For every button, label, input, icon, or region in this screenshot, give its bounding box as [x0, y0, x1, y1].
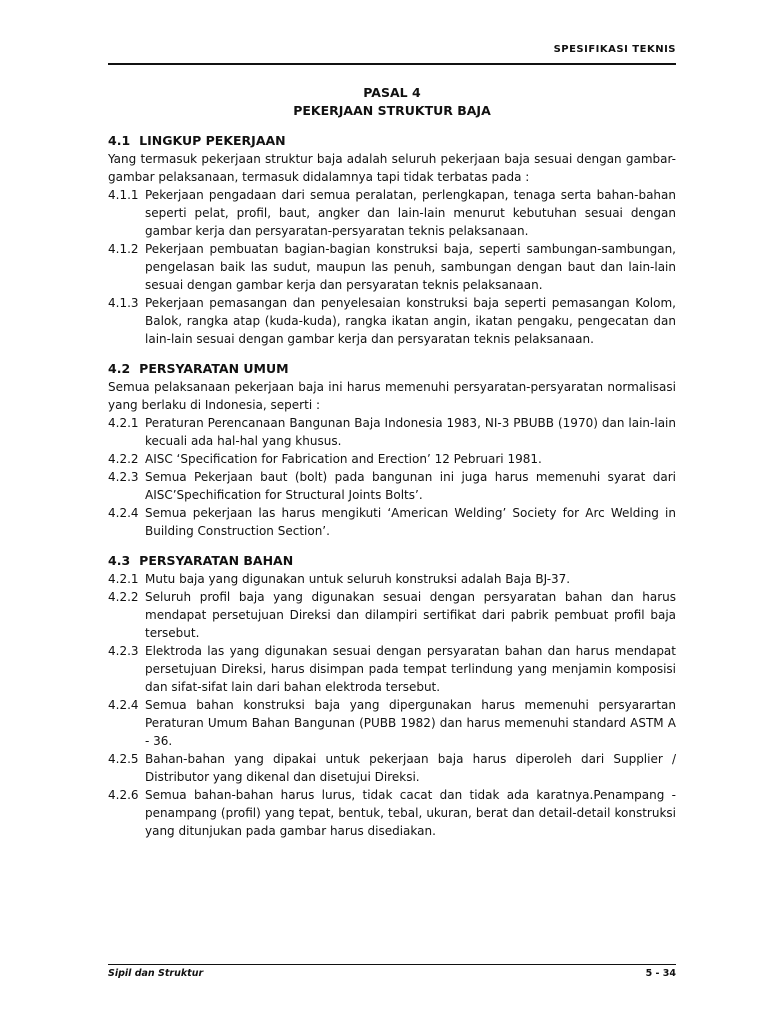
- item-text: Pekerjaan pemasangan dan penyelesaian konstruksi baja seperti pemasangan Kolom, Balok, rangka atap (kuda-kuda), rangka ikatan angin, ikatan pengaku, pengecatan dan lain-lain sesuai dengan gambar kerja dan persyaratan teknis pelaksanaan.: [145, 296, 676, 346]
- section: [108, 552, 676, 840]
- section: [108, 132, 676, 348]
- item-number: 4.2.2: [108, 452, 139, 466]
- item-text: Semua bahan konstruksi baja yang dipergunakan harus memenuhi persyarartan Peraturan Umum Bahan Bangunan (PUBB 1982) dan harus memenuhi standard ASTM A - 36.: [145, 698, 676, 748]
- item-text: Mutu baja yang digunakan untuk seluruh konstruksi adalah Baja BJ-37.: [145, 572, 571, 586]
- section-number: 4.2: [108, 361, 131, 376]
- item-text: Peraturan Perencanaan Bangunan Baja Indonesia 1983, NI-3 PBUBB (1970) dan lain-lain kecuali ada hal-hal yang khusus.: [145, 416, 676, 448]
- footer-rule: [108, 964, 676, 965]
- section-number: 4.3: [108, 553, 131, 568]
- list-item: [108, 588, 676, 642]
- list-item: [108, 294, 676, 348]
- item-text: Elektroda las yang digunakan sesuai dengan persyaratan bahan dan harus mendapat persetujuan Direksi, harus disimpan pada tempat terlindung yang menjamin komposisi dan sifat-sifat lain dari bahan elektroda tersebut.: [145, 644, 676, 694]
- item-number: 4.1.3: [108, 296, 139, 310]
- section-intro: Yang termasuk pekerjaan struktur baja adalah seluruh pekerjaan baja sesuai dengan gambar-gambar pelaksanaan, termasuk didalamnya tapi tidak terbatas pada :: [108, 152, 676, 184]
- section: [108, 360, 676, 540]
- sections-container: [108, 132, 676, 840]
- section-title: [108, 132, 676, 150]
- document-body: [108, 84, 676, 840]
- item-text: Semua Pekerjaan baut (bolt) pada bangunan ini juga harus memenuhi syarat dari AISC’Spechification for Structural Joints Bolts’.: [145, 470, 676, 502]
- header-title: SPESIFIKASI TEKNIS: [553, 44, 676, 55]
- item-number: 4.2.6: [108, 788, 139, 802]
- item-number: 4.2.4: [108, 698, 139, 712]
- header-rule: [108, 63, 676, 65]
- list-item: [108, 504, 676, 540]
- footer-left: Sipil dan Struktur: [108, 968, 204, 979]
- section-title-text: LINGKUP PEKERJAAN: [139, 133, 286, 148]
- item-text: Pekerjaan pembuatan bagian-bagian konstruksi baja, seperti sambungan-sambungan, pengelasan baik las sudut, maupun las penuh, sambungan dengan baut dan lain-lain sesuai dengan gambar kerja dan persyaratan teknis pelaksanaan.: [145, 242, 676, 292]
- list-item: [108, 696, 676, 750]
- item-text: Pekerjaan pengadaan dari semua peralatan, perlengkapan, tenaga serta bahan-bahan seperti pelat, profil, baut, angker dan lain-lain menurut kebutuhan sesuai dengan gambar kerja dan persyaratan-persyaratan teknis pelaksanaan.: [145, 188, 676, 238]
- list-item: [108, 450, 676, 468]
- item-number: 4.2.1: [108, 572, 139, 586]
- chapter-heading: [108, 84, 676, 120]
- list-item: [108, 186, 676, 240]
- section-title: [108, 552, 676, 570]
- list-item: [108, 414, 676, 450]
- list-item: [108, 240, 676, 294]
- item-number: 4.2.3: [108, 470, 139, 484]
- item-number: 4.2.2: [108, 590, 139, 604]
- section-number: 4.1: [108, 133, 131, 148]
- item-number: 4.1.1: [108, 188, 139, 202]
- item-number: 4.2.1: [108, 416, 139, 430]
- section-title-text: PERSYARATAN BAHAN: [139, 553, 294, 568]
- item-text: Semua bahan-bahan harus lurus, tidak cacat dan tidak ada karatnya.Penampang - penampang (profil) yang tepat, bentuk, tebal, ukuran, berat dan detail-detail konstruksi yang ditunjukan pada gambar harus disediakan.: [145, 788, 676, 838]
- item-text: AISC ‘Specification for Fabrication and Erection’ 12 Pebruari 1981.: [145, 452, 542, 466]
- page-number: 5 - 34: [645, 968, 676, 979]
- section-intro: Semua pelaksanaan pekerjaan baja ini harus memenuhi persyaratan-persyaratan normalisasi yang berlaku di Indonesia, seperti :: [108, 380, 676, 412]
- chapter-title: PEKERJAAN STRUKTUR BAJA: [293, 103, 491, 118]
- item-number: 4.2.4: [108, 506, 139, 520]
- section-title: [108, 360, 676, 378]
- list-item: [108, 570, 676, 588]
- item-number: 4.2.5: [108, 752, 139, 766]
- item-text: Semua pekerjaan las harus mengikuti ‘American Welding’ Society for Arc Welding in Building Construction Section’.: [145, 506, 676, 538]
- item-text: Seluruh profil baja yang digunakan sesuai dengan persyaratan bahan dan harus mendapat persetujuan Direksi dan dilampiri sertifikat dari pabrik pembuat profil baja tersebut.: [145, 590, 676, 640]
- list-item: [108, 642, 676, 696]
- section-title-text: PERSYARATAN UMUM: [139, 361, 289, 376]
- chapter-label: PASAL 4: [363, 85, 421, 100]
- list-item: [108, 786, 676, 840]
- list-item: [108, 468, 676, 504]
- item-number: 4.2.3: [108, 644, 139, 658]
- item-text: Bahan-bahan yang dipakai untuk pekerjaan baja harus diperoleh dari Supplier / Distributor yang dikenal dan disetujui Direksi.: [145, 752, 676, 784]
- item-number: 4.1.2: [108, 242, 139, 256]
- list-item: [108, 750, 676, 786]
